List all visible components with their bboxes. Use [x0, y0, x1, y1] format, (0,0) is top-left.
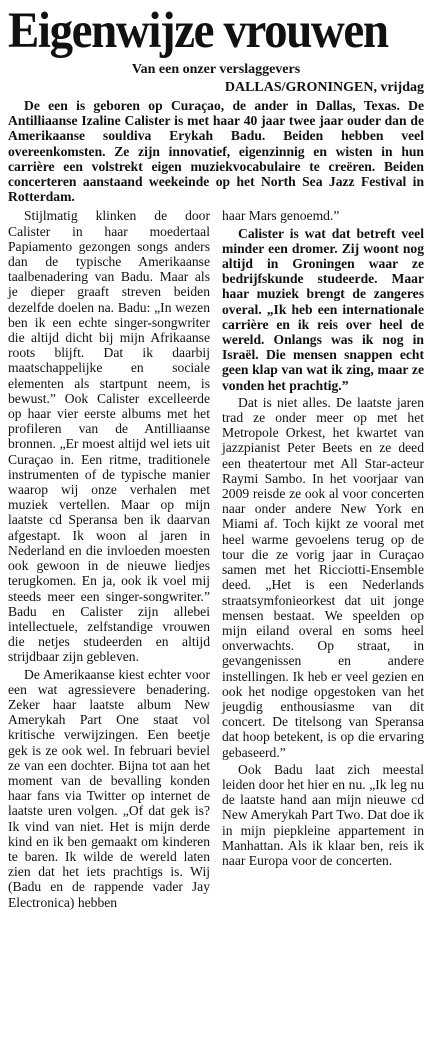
- lead-paragraph: De een is geboren op Curaçao, de ander in Dallas, Texas. De Antilliaanse Izaline Calister is met haar 40 jaar twee jaar ouder dan de Amerikaanse souldiva Erykah Badu. Beiden hebben veel overeenkomsten. Ze zijn innovatief, eigenzinnig en wisten in hun carrière een volstrekt eigen muziekvocabulaire te creëren. Beiden concerteren aanstaand weekeinde op het North Sea Jazz Festival in Rotterdam.: [8, 98, 424, 205]
- paragraph: Ook Badu laat zich meestal leiden door het hier en nu. „Ik leg nu de laatste hand aan mijn nieuwe cd New Amerykah Part Two. Dat doe ik in mijn piepkleine appartement in Manhattan. Als ik klaar ben, reis ik naar Europa voor de concerten.: [222, 761, 424, 868]
- paragraph-bold: Calister is wat dat betreft veel minder een dromer. Zij woont nog altijd in Groningen waar ze bedrijfskunde studeerde. Maar haar muziek brengt de zangeres overal. „Ik heb een internationale carrière en ik reis over heel de wereld. Onlangs was ik nog in Israël. Die mensen snappen echt geen klap van wat ik zing, maar ze vonden het prachtig.”: [222, 225, 424, 393]
- paragraph: Dat is niet alles. De laatste jaren trad ze onder meer op met het Metropole Orkest, het kwartet van jazzpianist Peter Beets en ze deed een theatertour met All Star-acteur Raymi Sambo. In het voorjaar van 2009 reisde ze ook al voor concerten naar onder andere New York en Miami af. Toch kijkt ze vooral met heel warme gevoelens terug op de tour die ze vorig jaar in Curaçao samen met het Ricciotti-Ensemble deed. „Het is een Nederlands straatsymfonieorkest dat uit jonge mensen bestaat. We speelden op mijn eiland overal en soms heel onverwachts. Op straat, in gevangenissen en andere instellingen. Ik heb er veel gezien en ook het nodige opgestoken van het jeugdig enthousiasme van dit concert. De titelsong van Speransa dat hoop betekent, is op die ervaring gebaseerd.”: [222, 394, 424, 760]
- body-columns: [8, 208, 424, 909]
- dateline: DALLAS/GRONINGEN, vrijdag: [224, 80, 424, 95]
- paragraph: Stijlmatig klinken de door Calister in haar moedertaal Papiamento gezongen songs anders dan de typische Amerikaanse taalbenadering van Badu. Maar als je dieper graaft streven beiden dezelfde doelen na. Badu: „In wezen ben ik een echte singer-songwriter die altijd dicht bij mijn Afrikaanse roots blijft. Dat ik daarbij maatschappelijke en sociale elementen als startpunt neem, is bewust.” Ook Calister excelleerde op haar vier eerste albums met het profileren van de Antilliaanse bronnen. „Er moest altijd wel iets uit Curaçao in. Een ritme, traditionele instrumenten of de typische manier waarop wij onze verhalen met muziek vertellen. Maar op mijn laatste cd Speransa ben ik daarvan afgestapt. Ik woon al jaren in Nederland en die invloeden moesten ook gewoon in de nieuwe liedjes terugkomen. En ja, ook ik voel mij steeds meer een singer-songwriter.” Badu en Calister zijn allebei intellectuele, zelfstandige vrouwen die netjes studeerden en altijd strijdbaar zijn gebleven.: [8, 208, 210, 665]
- column-right: [222, 208, 424, 909]
- paragraph-continued: haar Mars genoemd.”: [222, 208, 340, 224]
- byline: Van een onzer verslaggevers: [131, 62, 301, 77]
- paragraph: De Amerikaanse kiest echter voor een wat agressievere benadering. Zeker haar laatste album New Amerykah Part One staat vol kritische verwijzingen. Een beetje gek is ze ook wel. In februari beviel ze van een dochter. Bijna tot aan het moment van de bevalling konden haar fans via Twitter op internet de laatste uren volgen. „Of dat gek is? Ik vind van niet. Het is mijn derde kind en ik ben gemaakt om kinderen te baren. Ik wilde de wereld laten zien dat het iets prachtigs is. Wij (Badu en de rappende vader Jay Electronica) hebben: [8, 666, 210, 910]
- column-left: [8, 208, 210, 909]
- headline: Eigenwijze vrouwen: [8, 3, 388, 59]
